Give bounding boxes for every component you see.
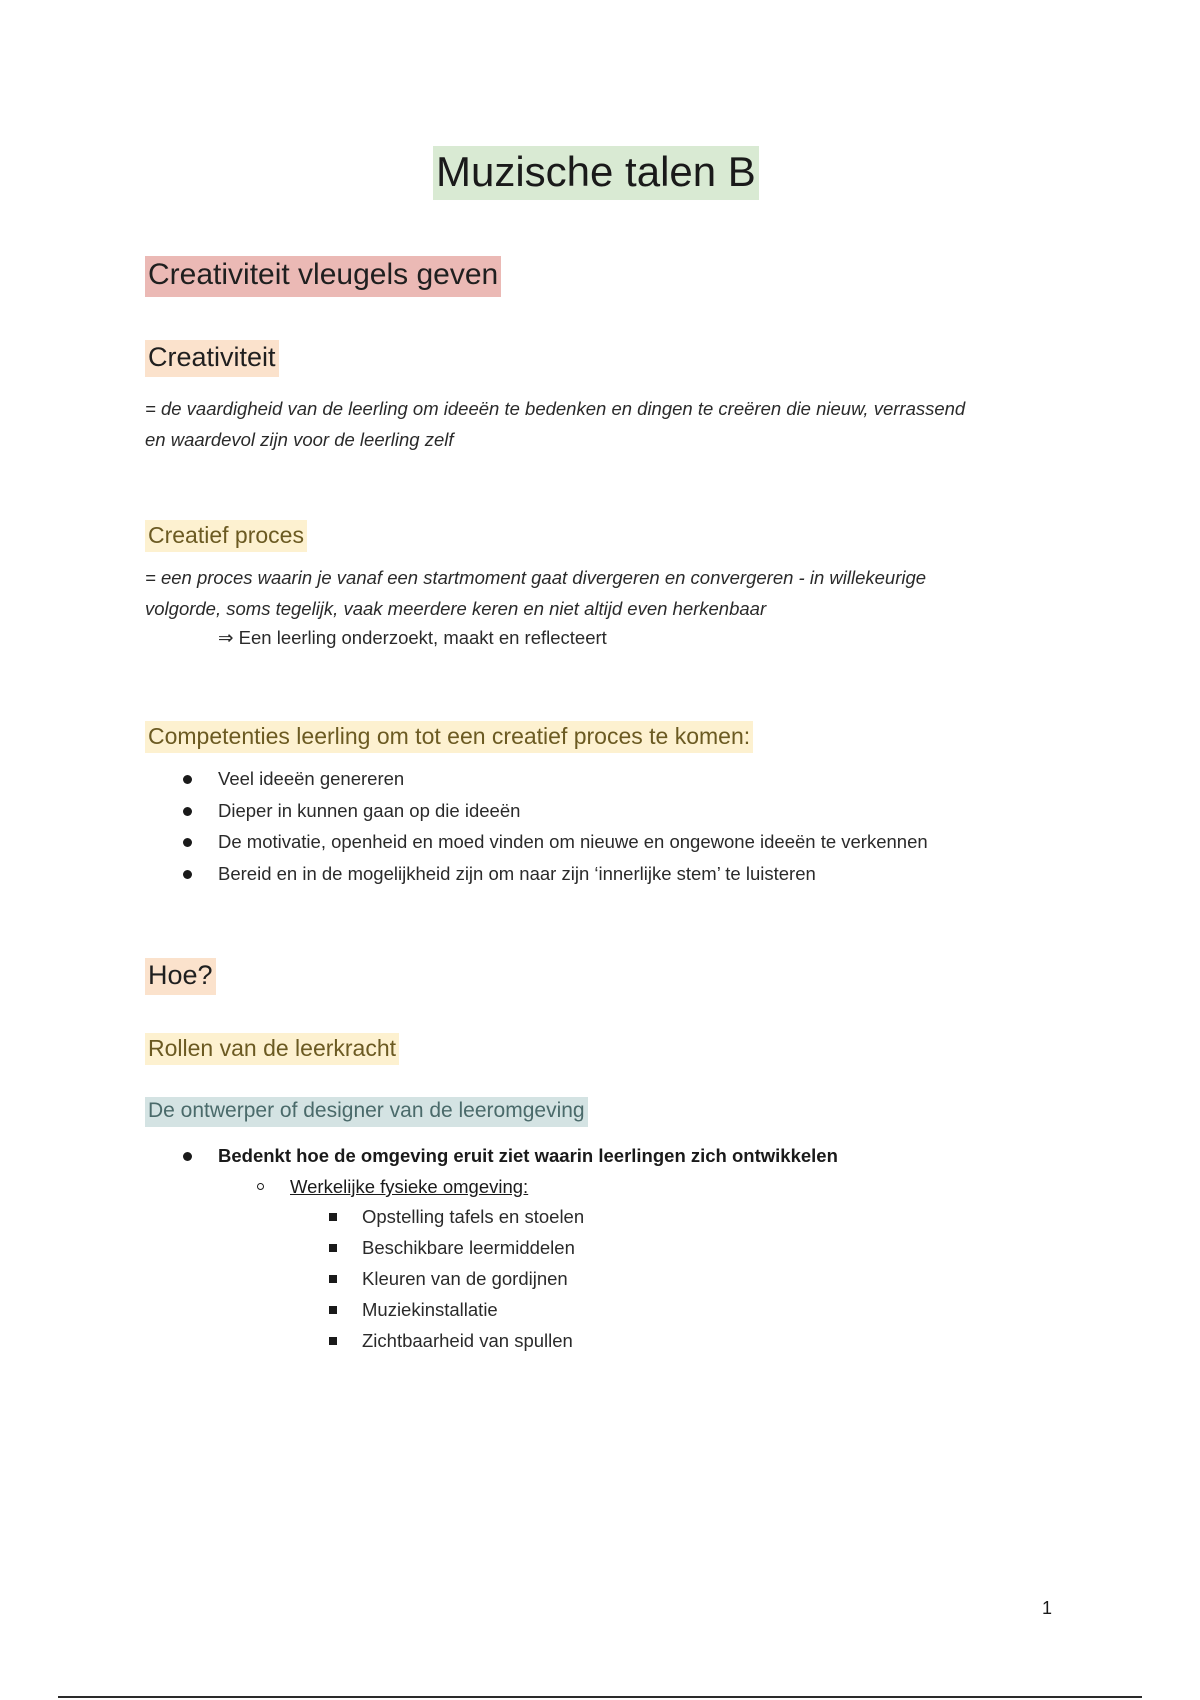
heading-creatief-proces: Creatief proces <box>145 520 307 552</box>
list-item: Dieper in kunnen gaan op die ideeën <box>145 795 928 827</box>
definition-line: = een proces waarin je vanaf een startmoment gaat divergeren en convergeren - in willekeurige <box>145 567 927 588</box>
competenties-list <box>145 763 928 889</box>
footer-divider <box>58 1696 1142 1698</box>
page-title: Muzische talen B <box>433 146 759 200</box>
section-heading: Creativiteit vleugels geven <box>145 256 501 297</box>
list-item: Muziekinstallatie <box>362 1294 584 1325</box>
heading-hoe: Hoe? <box>145 958 216 995</box>
list-item: De motivatie, openheid en moed vinden om nieuwe en ongewone ideeën te verkennen <box>145 826 928 858</box>
square-bullet-icon <box>329 1244 337 1252</box>
square-bullet-icon <box>329 1275 337 1283</box>
definition-line: en waardevol zijn voor de leerling zelf <box>145 429 454 450</box>
list-item: Bereid en in de mogelijkheid zijn om naar zijn ‘innerlijke stem’ te luisteren <box>145 858 928 890</box>
arrow-line <box>218 627 607 649</box>
sub-list-item: Werkelijke fysieke omgeving: <box>290 1171 528 1202</box>
list-item: Beschikbare leermiddelen <box>362 1232 584 1263</box>
square-bullet-icon <box>329 1306 337 1314</box>
bullet-icon <box>183 870 192 879</box>
square-bullet-icon <box>329 1213 337 1221</box>
sub-sub-list <box>362 1201 584 1356</box>
heading-ontwerper: De ontwerper of designer van de leeromgeving <box>145 1097 588 1127</box>
heading-rollen: Rollen van de leerkracht <box>145 1033 399 1065</box>
list-item: Kleuren van de gordijnen <box>362 1263 584 1294</box>
list-item: Veel ideeën genereren <box>145 763 928 795</box>
heading-competenties: Competenties leerling om tot een creatief proces te komen: <box>145 721 753 753</box>
bullet-icon <box>183 838 192 847</box>
definition-line: volgorde, soms tegelijk, vaak meerdere keren en niet altijd even herkenbaar <box>145 598 767 619</box>
bold-list-item: Bedenkt hoe de omgeving eruit ziet waarin leerlingen zich ontwikkelen <box>145 1140 838 1171</box>
list-item: Zichtbaarheid van spullen <box>362 1325 584 1356</box>
arrow-icon: ⇒ <box>218 627 234 648</box>
circle-bullet-icon <box>257 1183 264 1190</box>
bullet-icon <box>183 775 192 784</box>
list-item: Opstelling tafels en stoelen <box>362 1201 584 1232</box>
definition-creativiteit <box>145 393 1045 455</box>
bullet-icon <box>183 807 192 816</box>
definition-creatief-proces <box>145 562 1045 624</box>
definition-line: = de vaardigheid van de leerling om ideeën te bedenken en dingen te creëren die nieuw, verrassend <box>145 398 966 419</box>
page-number: 1 <box>1042 1598 1053 1618</box>
heading-creativiteit: Creativiteit <box>145 340 279 377</box>
arrow-text: Een leerling onderzoekt, maakt en reflecteert <box>238 627 607 648</box>
square-bullet-icon <box>329 1337 337 1345</box>
bullet-icon <box>183 1152 192 1161</box>
